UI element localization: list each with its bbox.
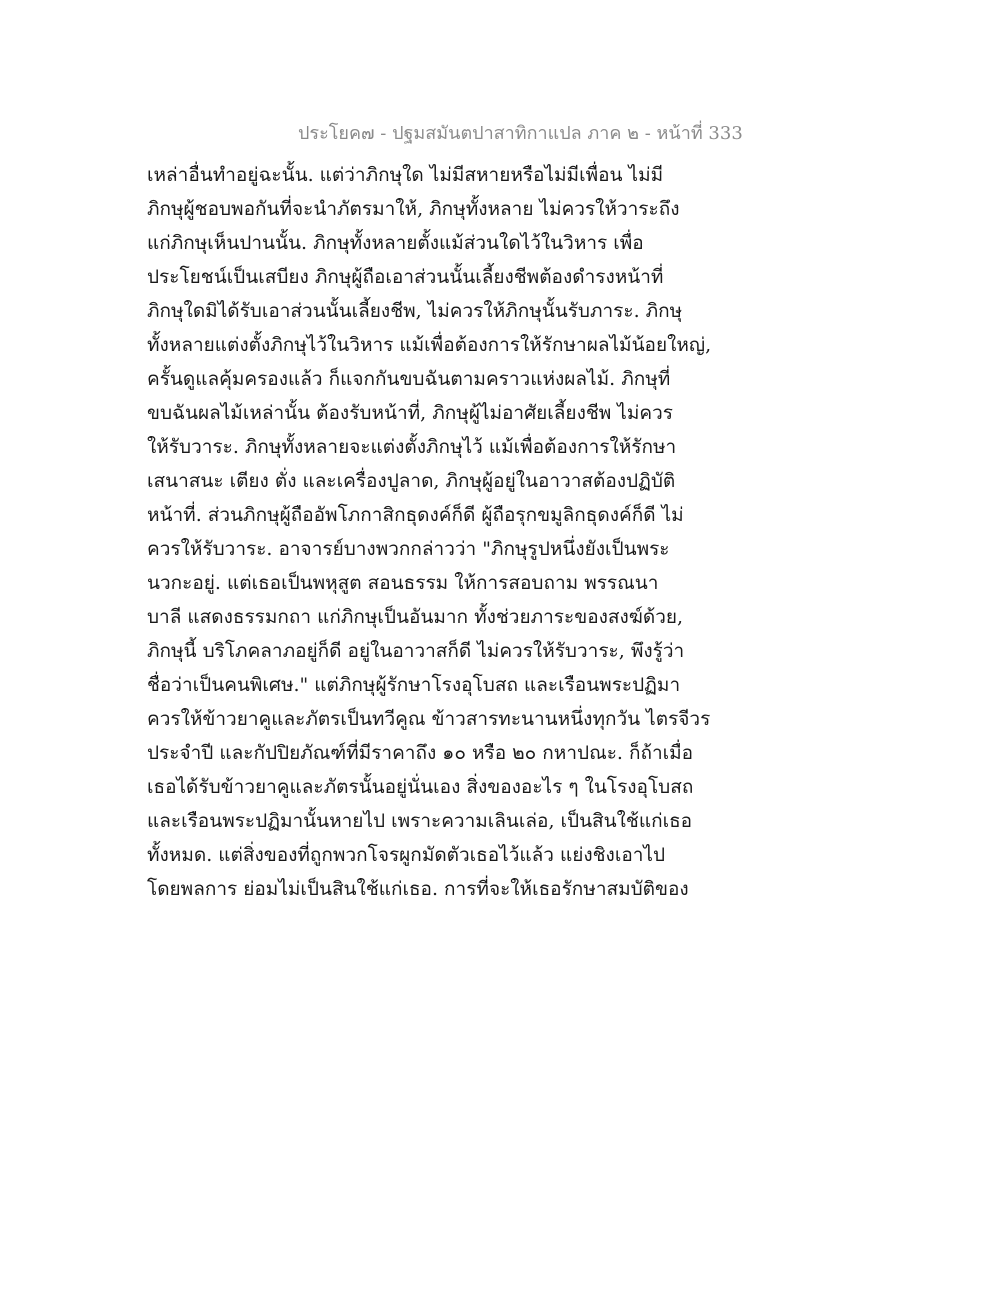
text-line: ภิกษุใดมิได้รับเอาส่วนนั้นเลี้ยงชีพ, ไม่ควรให้ภิกษุนั้นรับภาระ. ภิกษุ — [147, 300, 683, 322]
text-line: บาลี แสดงธรรมกถา แก่ภิกษุเป็นอันมาก ทั้งช่วยภาระของสงฆ์ด้วย, — [147, 606, 684, 628]
text-line: ทั้งหลายแต่งตั้งภิกษุไว้ในวิหาร แม้เพื่อต้องการให้รักษาผลไม้น้อยใหญ่, — [147, 334, 712, 356]
text-line: ขบฉันผลไม้เหล่านั้น ต้องรับหน้าที่, ภิกษุผู้ไม่อาศัยเลี้ยงชีพ ไม่ควร — [147, 402, 673, 424]
text-line: ภิกษุนี้ บริโภคลาภอยู่ก็ดี อยู่ในอาวาสก็ดี ไม่ควรให้รับวาระ, พึงรู้ว่า — [147, 640, 685, 662]
body-text — [147, 158, 727, 906]
text-line: เสนาสนะ เตียง ตั่ง และเครื่องปูลาด, ภิกษุผู้อยู่ในอาวาสต้องปฏิบัติ — [147, 470, 676, 492]
text-line: แก่ภิกษุเห็นปานนั้น. ภิกษุทั้งหลายตั้งแม้ส่วนใดไว้ในวิหาร เพื่อ — [147, 232, 644, 254]
text-line: ประจำปี และกัปปิยภัณฑ์ที่มีราคาถึง ๑๐ หรือ ๒๐ กหาปณะ. ก็ถ้าเมื่อ — [147, 742, 694, 764]
text-line: ทั้งหมด. แต่สิ่งของที่ถูกพวกโจรผูกมัดตัวเธอไว้แล้ว แย่งชิงเอาไป — [147, 844, 666, 866]
text-line: นวกะอยู่. แต่เธอเป็นพหุสูต สอนธรรม ให้การสอบถาม พรรณนา — [147, 572, 659, 594]
text-line: ครั้นดูแลคุ้มครองแล้ว ก็แจกกันขบฉันตามคราวแห่งผลไม้. ภิกษุที่ — [147, 368, 671, 390]
running-header: ประโยค๗ - ปฐมสมันตปาสาทิกาแปล ภาค ๒ - หน้าที่ 333 — [298, 123, 743, 144]
text-line: เธอได้รับข้าวยาคูและภัตรนั้นอยู่นั่นเอง สิ่งของอะไร ๆ ในโรงอุโบสถ — [147, 776, 694, 798]
text-line: โดยพลการ ย่อมไม่เป็นสินใช้แก่เธอ. การที่จะให้เธอรักษาสมบัติของ — [147, 878, 689, 900]
text-line: หน้าที่. ส่วนภิกษุผู้ถืออัพโภกาสิกธุดงค์ก็ดี ผู้ถือรุกขมูลิกธุดงค์ก็ดี ไม่ — [147, 504, 684, 526]
text-line: เหล่าอื่นทำอยู่ฉะนั้น. แต่ว่าภิกษุใด ไม่มีสหายหรือไม่มีเพื่อน ไม่มี — [147, 164, 664, 186]
text-line: ให้รับวาระ. ภิกษุทั้งหลายจะแต่งตั้งภิกษุไว้ แม้เพื่อต้องการให้รักษา — [147, 436, 677, 458]
text-line: ภิกษุผู้ชอบพอกันที่จะนำภัตรมาให้, ภิกษุทั้งหลาย ไม่ควรให้วาระถึง — [147, 198, 680, 220]
text-line: ประโยชน์เป็นเสบียง ภิกษุผู้ถือเอาส่วนนั้นเลี้ยงชีพต้องดำรงหน้าที่ — [147, 266, 664, 288]
text-line: ชื่อว่าเป็นคนพิเศษ." แต่ภิกษุผู้รักษาโรงอุโบสถ และเรือนพระปฏิมา — [147, 674, 681, 696]
text-line: ควรให้รับวาระ. อาจารย์บางพวกกล่าวว่า "ภิกษุรูปหนึ่งยังเป็นพระ — [147, 538, 670, 560]
text-line: ควรให้ข้าวยาคูและภัตรเป็นทวีคูณ ข้าวสารทะนานหนึ่งทุกวัน ไตรจีวร — [147, 708, 711, 730]
text-line: และเรือนพระปฏิมานั้นหายไป เพราะความเลินเล่อ, เป็นสินใช้แก่เธอ — [147, 810, 693, 832]
